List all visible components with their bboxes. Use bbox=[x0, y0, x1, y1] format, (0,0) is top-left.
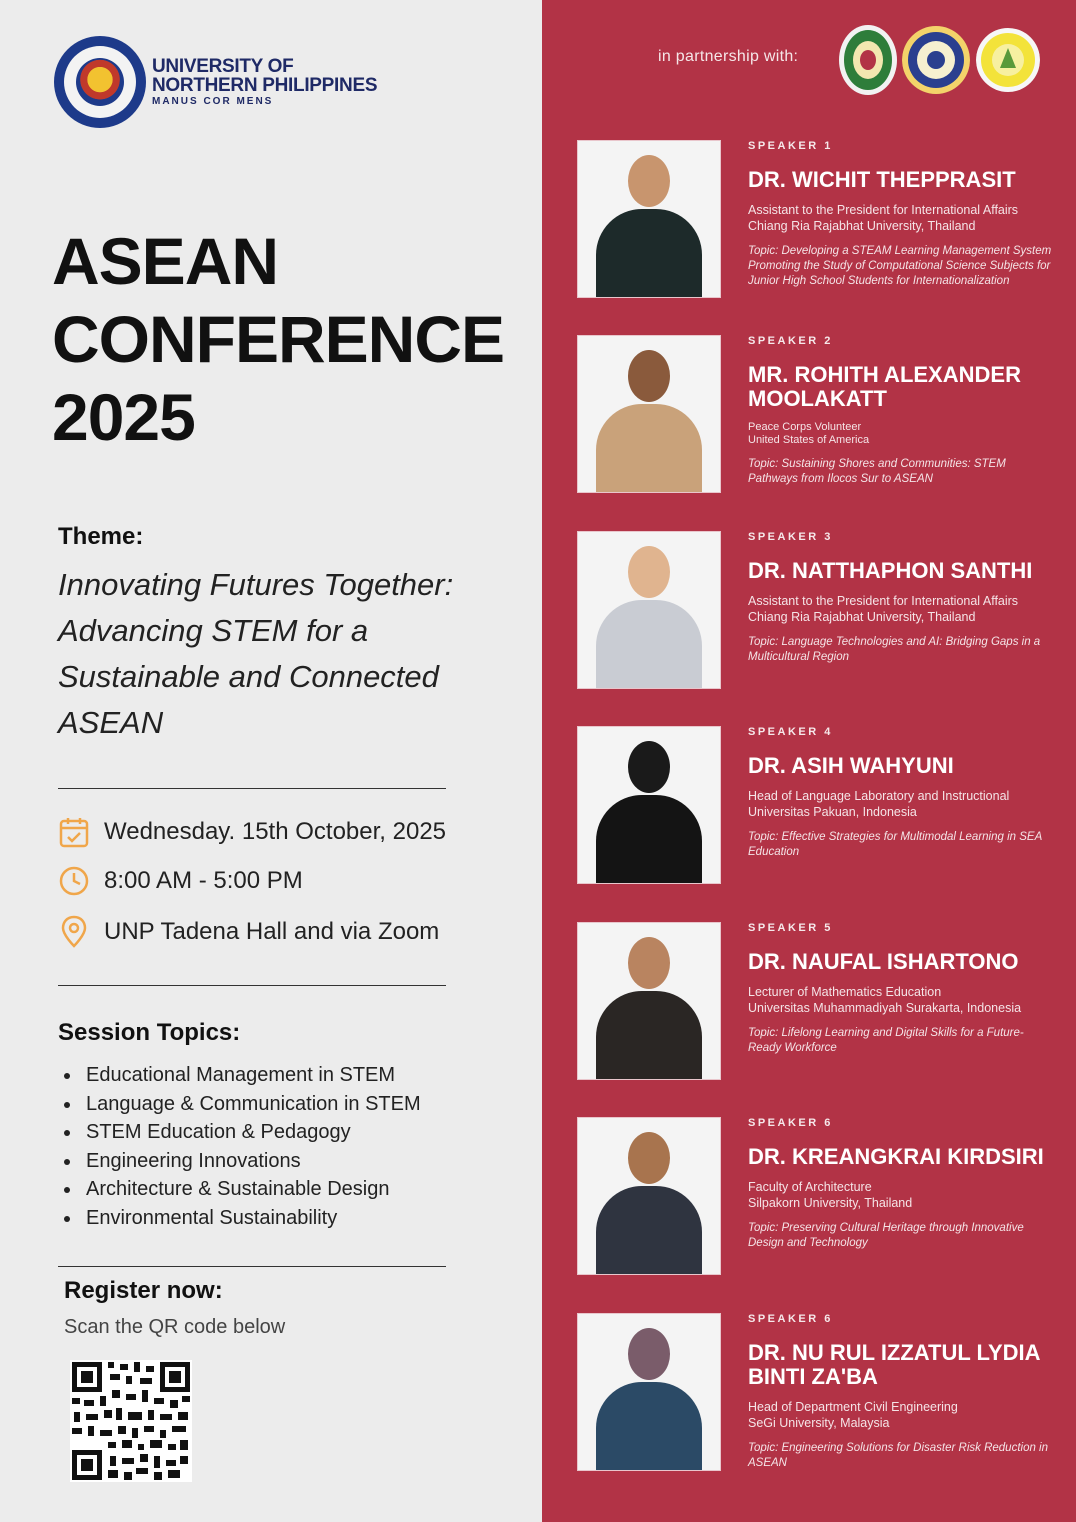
list-item: Engineering Innovations bbox=[58, 1147, 421, 1176]
divider bbox=[58, 985, 446, 986]
speaker-number: SPEAKER 5 bbox=[748, 922, 833, 934]
event-date: Wednesday. 15th October, 2025 bbox=[104, 818, 447, 845]
speaker-topic: Topic: Sustaining Shores and Communities: STEM Pathways from Ilocos Sur to ASEAN bbox=[748, 458, 1006, 485]
register-subtext: Scan the QR code below bbox=[64, 1316, 286, 1338]
event-title bbox=[52, 222, 504, 456]
speaker-number: SPEAKER 3 bbox=[748, 531, 833, 543]
speaker-photo-7 bbox=[577, 1313, 721, 1471]
speaker-card-3 bbox=[748, 531, 1053, 665]
university-seal-icon bbox=[54, 36, 146, 128]
theme-label: Theme: bbox=[58, 523, 144, 550]
speaker-name: DR. NU RUL IZZATUL LYDIA BINTI ZA'BA bbox=[748, 1340, 1040, 1389]
title-line-1: ASEAN bbox=[52, 224, 279, 298]
qr-code-icon[interactable] bbox=[70, 1360, 192, 1482]
speaker-photo-1 bbox=[577, 140, 721, 298]
event-time: 8:00 AM - 5:00 PM bbox=[104, 867, 303, 894]
speaker-topic: Topic: Developing a STEAM Learning Management System Promoting the Study of Computational Science Subjects for Junior High School Students for Internationalization bbox=[748, 245, 1052, 287]
speaker-card-1 bbox=[748, 140, 1053, 289]
speaker-name: DR. ASIH WAHYUNI bbox=[748, 753, 954, 778]
speaker-card-2 bbox=[748, 335, 1053, 487]
speaker-name: DR. KREANGKRAI KIRDSIRI bbox=[748, 1144, 1044, 1169]
title-line-2: CONFERENCE bbox=[52, 302, 505, 376]
partner-logo-1-icon bbox=[838, 24, 898, 96]
list-item: STEM Education & Pedagogy bbox=[58, 1118, 421, 1147]
speaker-affiliation: Lecturer of Mathematics Education Universitas Muhammadiyah Surakarta, Indonesia bbox=[748, 985, 1022, 1015]
calendar-icon bbox=[58, 816, 90, 848]
speaker-number: SPEAKER 6 bbox=[748, 1313, 833, 1325]
venue-row bbox=[58, 916, 439, 948]
speaker-name: MR. ROHITH ALEXANDER MOOLAKATT bbox=[748, 362, 1021, 411]
event-venue: UNP Tadena Hall and via Zoom bbox=[104, 918, 440, 945]
university-name-line1: UNIVERSITY OF bbox=[152, 56, 294, 77]
speaker-name: DR. NATTHAPHON SANTHI bbox=[748, 558, 1033, 583]
speaker-name: DR. WICHIT THEPPRASIT bbox=[748, 167, 1016, 192]
list-item: Language & Communication in STEM bbox=[58, 1090, 421, 1119]
speaker-topic: Topic: Language Technologies and AI: Bridging Gaps in a Multicultural Region bbox=[748, 636, 1041, 663]
partner-label: in partnership with: bbox=[658, 48, 799, 65]
list-item: Educational Management in STEM bbox=[58, 1061, 421, 1090]
speaker-affiliation: Head of Language Laboratory and Instructional Universitas Pakuan, Indonesia bbox=[748, 789, 1010, 819]
speaker-affiliation: Faculty of Architecture Silpakorn University, Thailand bbox=[748, 1180, 913, 1210]
divider bbox=[58, 788, 446, 789]
date-row bbox=[58, 816, 446, 848]
speaker-topic: Topic: Lifelong Learning and Digital Skills for a Future-Ready Workforce bbox=[748, 1027, 1024, 1054]
speaker-number: SPEAKER 6 bbox=[748, 1117, 833, 1129]
speaker-card-6 bbox=[748, 1117, 1053, 1251]
session-topics-label: Session Topics: bbox=[58, 1019, 241, 1046]
speaker-number: SPEAKER 1 bbox=[748, 140, 833, 152]
speaker-card-4 bbox=[748, 726, 1053, 860]
speaker-affiliation: Assistant to the President for International Affairs Chiang Ria Rajabhat University, Thailand bbox=[748, 203, 1019, 233]
session-topics-list bbox=[58, 1061, 421, 1232]
speaker-topic: Topic: Preserving Cultural Heritage through Innovative Design and Technology bbox=[748, 1222, 1024, 1249]
speaker-card-7 bbox=[748, 1313, 1053, 1471]
speaker-number: SPEAKER 2 bbox=[748, 335, 833, 347]
location-pin-icon bbox=[58, 916, 90, 948]
speaker-card-5 bbox=[748, 922, 1053, 1056]
university-name-line2: NORTHERN PHILIPPINES bbox=[152, 75, 378, 96]
speaker-photo-2 bbox=[577, 335, 721, 493]
clock-icon bbox=[58, 865, 90, 897]
speaker-affiliation: Peace Corps Volunteer United States of America bbox=[748, 421, 870, 446]
speaker-name: DR. NAUFAL ISHARTONO bbox=[748, 949, 1019, 974]
speaker-topic: Topic: Effective Strategies for Multimodal Learning in SEA Education bbox=[748, 831, 1042, 858]
speaker-photo-5 bbox=[577, 922, 721, 1080]
speaker-affiliation: Assistant to the President for International Affairs Chiang Ria Rajabhat University, Thailand bbox=[748, 594, 1019, 624]
speaker-number: SPEAKER 4 bbox=[748, 726, 833, 738]
list-item: Environmental Sustainability bbox=[58, 1204, 421, 1233]
partner-logo-3-icon bbox=[976, 24, 1040, 96]
university-logo bbox=[54, 36, 377, 128]
time-row bbox=[58, 865, 303, 897]
speaker-photo-4 bbox=[577, 726, 721, 884]
list-item: Architecture & Sustainable Design bbox=[58, 1175, 421, 1204]
title-line-3: 2025 bbox=[52, 380, 195, 454]
university-motto: MANUS COR MENS bbox=[152, 96, 274, 107]
theme-text: Innovating Futures Together: Advancing STEM for a Sustainable and Connected ASEAN bbox=[58, 567, 454, 740]
speaker-photo-6 bbox=[577, 1117, 721, 1275]
speaker-photo-3 bbox=[577, 531, 721, 689]
partner-logo-2-icon bbox=[902, 24, 970, 96]
register-label: Register now: bbox=[64, 1277, 223, 1304]
divider bbox=[58, 1266, 446, 1267]
speaker-affiliation: Head of Department Civil Engineering SeGi University, Malaysia bbox=[748, 1400, 958, 1430]
speaker-topic: Topic: Engineering Solutions for Disaster Risk Reduction in ASEAN bbox=[748, 1442, 1049, 1469]
